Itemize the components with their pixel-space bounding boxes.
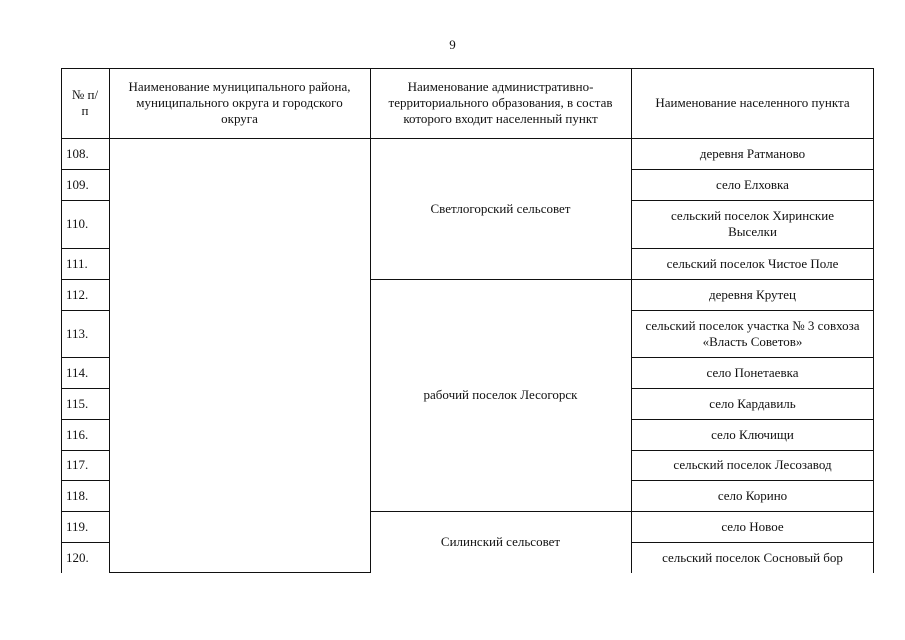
row-number: 118. (66, 487, 89, 503)
page-number: 9 (449, 37, 456, 52)
table-border (61, 138, 874, 139)
table-border (370, 279, 632, 280)
row-number: 115. (66, 395, 89, 411)
settlement-cell: сельский поселок Лесозавод (673, 457, 832, 472)
settlement-cell: село Новое (721, 518, 784, 534)
table-border (61, 248, 110, 249)
row-number: 111. (66, 255, 88, 271)
settlement-cell: деревня Крутец (709, 286, 796, 302)
table-border (370, 511, 632, 512)
settlement-cell: сельский поселок участка № 3 совхоза «Власть Советов» (645, 317, 860, 349)
table-border (61, 542, 110, 543)
table-border (631, 480, 874, 481)
row-number: 120. (66, 549, 89, 565)
table-border (61, 279, 110, 280)
table-border (631, 169, 874, 170)
settlement-cell: деревня Ратманово (699, 145, 806, 161)
table-border (631, 310, 874, 311)
table-border (61, 480, 110, 481)
table-border (109, 68, 110, 573)
admin-unit-cell: Силинский сельсовет (440, 534, 561, 549)
row-number: 113. (66, 325, 89, 341)
table-border (631, 357, 874, 358)
table-border (370, 68, 371, 573)
row-number: 108. (66, 145, 89, 161)
table-border (631, 450, 874, 451)
table-border (873, 68, 874, 573)
table-border (61, 450, 110, 451)
settlement-cell: село Понетаевка (706, 364, 799, 380)
table-border (631, 419, 874, 420)
row-number: 110. (66, 216, 89, 231)
settlement-cell: сельский поселок Чистое Поле (666, 255, 839, 271)
table-border (631, 388, 874, 389)
table-border (631, 542, 874, 543)
row-number: 116. (66, 426, 89, 442)
table-border (61, 68, 874, 69)
table-border (631, 511, 874, 512)
header-district: Наименование муниципального района, муниципального округа и городского округа (128, 79, 351, 126)
table-border (61, 68, 62, 573)
table-border (61, 511, 110, 512)
settlement-cell: село Ключищи (711, 426, 794, 442)
settlement-cell: село Корино (717, 487, 788, 503)
header-settlement: Наименование населенного пункта (655, 95, 850, 110)
table-border (61, 169, 110, 170)
admin-unit-cell: Светлогорский сельсовет (430, 200, 571, 216)
table-border (631, 248, 874, 249)
row-number: 109. (66, 176, 89, 192)
admin-unit-cell: рабочий поселок Лесогорск (423, 387, 578, 402)
settlement-cell: сельский поселок Хиринские Выселки (671, 208, 834, 239)
row-number: 119. (66, 518, 89, 534)
table-border (631, 200, 874, 201)
table-border (631, 279, 874, 280)
table-border (61, 419, 110, 420)
row-number: 117. (66, 457, 89, 472)
table-border (61, 357, 110, 358)
table-border (61, 388, 110, 389)
header-admin-unit: Наименование административно-территориального образования, в состав которого входит населенный пункт (388, 79, 613, 126)
table-border (61, 200, 110, 201)
settlement-cell: сельский поселок Сосновый бор (662, 549, 843, 565)
settlement-cell: село Кардавиль (709, 395, 796, 411)
row-number: 114. (66, 364, 89, 380)
row-number: 112. (66, 286, 89, 302)
table-border (61, 310, 110, 311)
settlement-cell: село Елховка (716, 176, 789, 192)
table-border (109, 572, 371, 573)
table-border (631, 68, 632, 573)
header-number: № п/п (71, 87, 99, 118)
